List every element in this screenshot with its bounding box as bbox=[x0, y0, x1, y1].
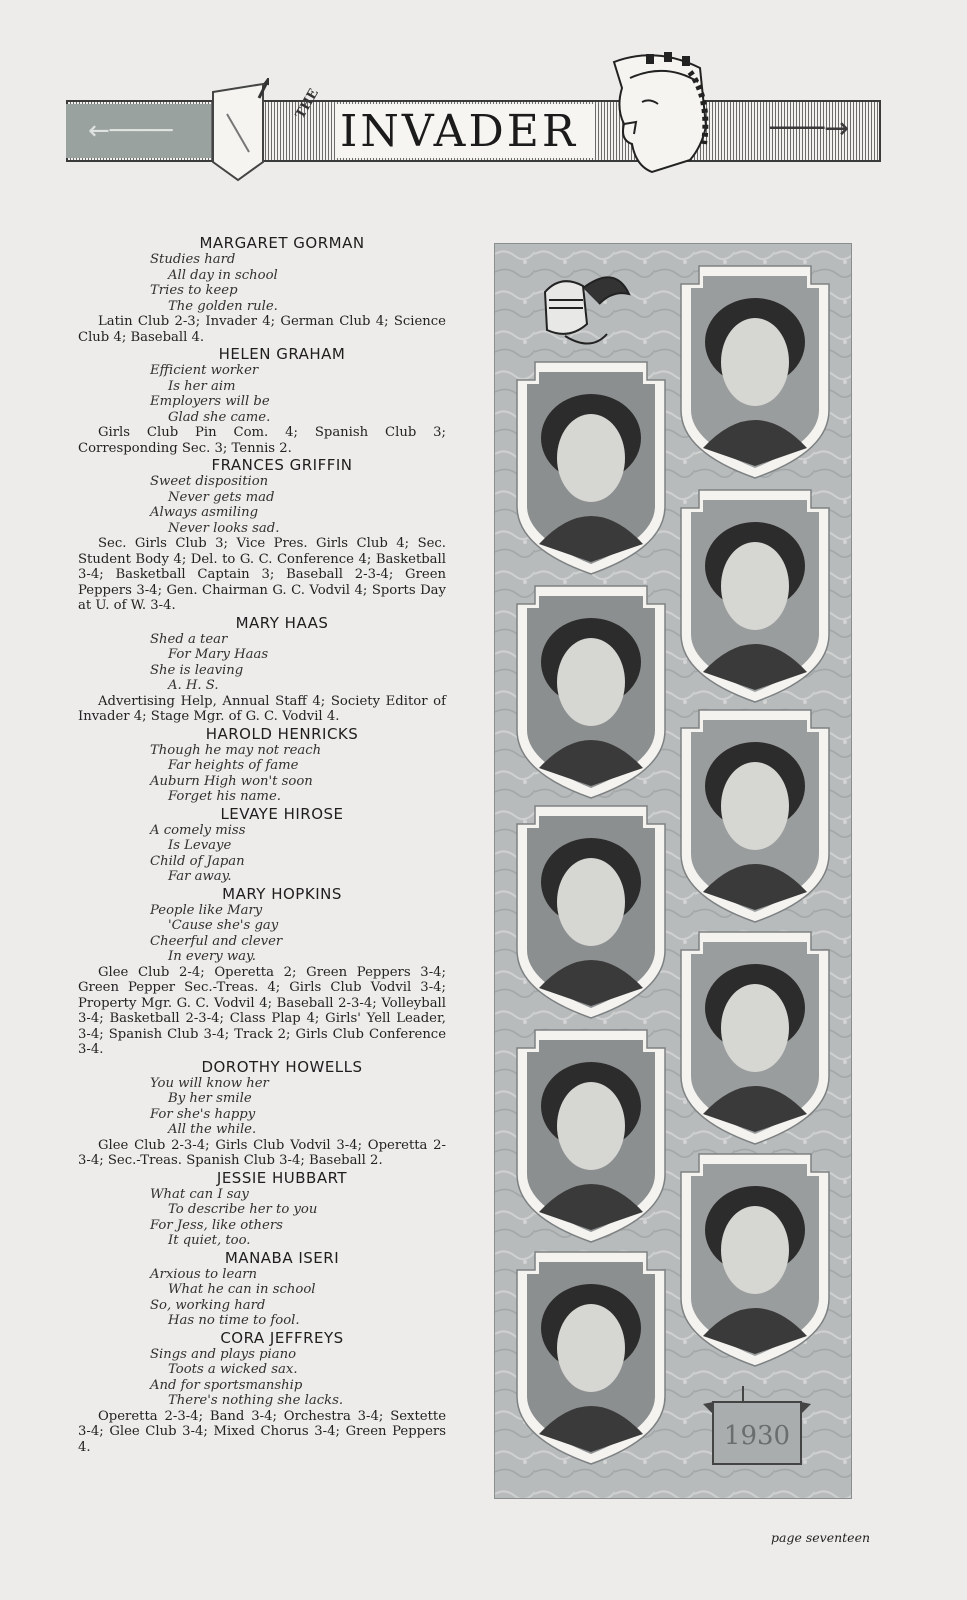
verse-line: All day in school bbox=[168, 267, 278, 283]
portrait-face bbox=[557, 638, 625, 726]
portrait-face bbox=[721, 1206, 789, 1294]
verse-line: Always asmiling bbox=[150, 505, 259, 520]
student-verse bbox=[78, 1076, 446, 1138]
student-verse bbox=[78, 1347, 446, 1409]
verse-line: You will know her bbox=[150, 1075, 269, 1091]
student-entry bbox=[78, 805, 446, 885]
student-name: HELEN GRAHAM bbox=[218, 345, 346, 363]
student-name: JESSIE HUBBART bbox=[216, 1168, 348, 1187]
student-activities: Latin Club 2-3; Invader 4; German Club 4; Science Club 4; Baseball 4. bbox=[78, 314, 446, 345]
verse-line: Shed a tear bbox=[150, 631, 228, 647]
portrait-face bbox=[557, 414, 625, 502]
verse-line: There's nothing she lacks. bbox=[168, 1393, 344, 1408]
student-entry bbox=[78, 1249, 446, 1329]
student-entry bbox=[78, 345, 446, 456]
verse-line: Studies hard bbox=[150, 252, 236, 267]
student-verse bbox=[78, 1187, 446, 1249]
verse-line: For Mary Haas bbox=[168, 647, 269, 662]
verse-line: People like Mary bbox=[150, 902, 263, 918]
verse-line: What he can in school bbox=[168, 1282, 316, 1297]
verse-line: Employers will be bbox=[150, 394, 270, 409]
verse-line: She is leaving bbox=[150, 662, 244, 678]
portrait-face bbox=[721, 542, 789, 630]
year-plaque-text: 1930 bbox=[723, 1421, 791, 1451]
verse-line: Forget his name. bbox=[168, 789, 281, 804]
verse-line: Though he may not reach bbox=[150, 742, 322, 758]
student-activities: Glee Club 2-3-4; Girls Club Vodvil 3-4; Operetta 2-3-4; Sec.-Treas. Spanish Club 3-4; Baseball 2. bbox=[78, 1137, 446, 1168]
portrait-collage bbox=[495, 244, 851, 1498]
student-entry bbox=[78, 1329, 446, 1456]
verse-line: Glad she came. bbox=[168, 409, 271, 425]
warrior-head-icon bbox=[606, 48, 716, 178]
student-activities: Operetta 2-3-4; Band 3-4; Orchestra 3-4; Sextette 3-4; Glee Club 3-4; Mixed Chorus 3-4; Green Peppers 4. bbox=[78, 1408, 446, 1455]
arrow-right-icon: ───→ bbox=[770, 111, 850, 146]
pennant-icon bbox=[207, 78, 269, 186]
verse-line: It quiet, too. bbox=[168, 1233, 251, 1248]
student-name: MANABA ISERI bbox=[224, 1248, 340, 1267]
student-name: LEVAYE HIROSE bbox=[220, 804, 344, 823]
verse-line: The golden rule. bbox=[168, 298, 278, 314]
arrow-left-icon: ←──── bbox=[88, 116, 173, 146]
verse-line: So, working hard bbox=[150, 1297, 266, 1313]
verse-line: Is her aim bbox=[168, 378, 236, 394]
verse-line: In every way. bbox=[168, 949, 256, 964]
verse-line: Arxious to learn bbox=[150, 1266, 257, 1282]
student-activities: Glee Club 2-4; Operetta 2; Green Peppers 3-4; Green Pepper Sec.-Treas. 4; Girls Club Vodvil 3-4; Property Mgr. G. C. Vodvil 4; Baseball 2-3-4; Volleyball 3-4; Basketball 2-3-4; Class Plap 4; Girls' Yell Leader, 3-4; Spanish Club 3-4; Track 2; Girls Club Conference 3-4. bbox=[78, 964, 446, 1057]
student-activities: Sec. Girls Club 3; Vice Pres. Girls Club 4; Sec. Student Body 4; Del. to G. C. Conference 4; Basketball 3-4; Basketball Captain 3; Baseball 2-3-4; Green Peppers 3-4; Gen. Chairman G. C. Vodvil 4; Sports Day at U. of W. 3-4. bbox=[78, 536, 446, 613]
portrait-face bbox=[557, 858, 625, 946]
banner-title: INVADER bbox=[340, 106, 578, 157]
bio-column bbox=[78, 234, 446, 1455]
student-entry bbox=[78, 234, 446, 345]
verse-line: What can I say bbox=[150, 1186, 249, 1202]
student-activities: Girls Club Pin Com. 4; Spanish Club 3; Corresponding Sec. 3; Tennis 2. bbox=[78, 425, 446, 456]
student-activities: Advertising Help, Annual Staff 4; Society Editor of Invader 4; Stage Mgr. of G. C. Vodvil 4. bbox=[78, 693, 446, 724]
student-name: CORA JEFFREYS bbox=[220, 1328, 344, 1347]
student-verse bbox=[78, 823, 446, 885]
student-name: MARGARET GORMAN bbox=[199, 234, 365, 252]
verse-line: A. H. S. bbox=[168, 678, 219, 693]
portrait-face bbox=[557, 1304, 625, 1392]
student-name: MARY HOPKINS bbox=[222, 884, 342, 903]
portrait-face bbox=[557, 1082, 625, 1170]
verse-line: Auburn High won't soon bbox=[150, 773, 313, 789]
student-verse bbox=[78, 474, 446, 536]
student-entry bbox=[78, 1169, 446, 1249]
student-verse bbox=[78, 903, 446, 965]
student-verse bbox=[78, 252, 446, 314]
verse-line: For Jess, like others bbox=[150, 1217, 283, 1233]
verse-line: Sweet disposition bbox=[150, 474, 269, 489]
verse-line: 'Cause she's gay bbox=[168, 918, 279, 933]
verse-line: Cheerful and clever bbox=[150, 933, 283, 949]
student-verse bbox=[78, 1267, 446, 1329]
page-number: page seventeen bbox=[771, 1530, 871, 1545]
student-verse bbox=[78, 743, 446, 805]
student-entry bbox=[78, 725, 446, 805]
student-verse bbox=[78, 363, 446, 425]
verse-line: A comely miss bbox=[150, 822, 246, 838]
verse-line: Is Levaye bbox=[168, 838, 232, 853]
verse-line: Child of Japan bbox=[150, 853, 245, 869]
student-verse bbox=[78, 632, 446, 694]
verse-line: All the while. bbox=[168, 1122, 257, 1137]
portrait-face bbox=[721, 984, 789, 1072]
banner-the-label: THE bbox=[293, 86, 322, 122]
verse-line: Toots a wicked sax. bbox=[168, 1362, 298, 1377]
student-entry bbox=[78, 1058, 446, 1169]
student-name: HAROLD HENRICKS bbox=[205, 724, 359, 743]
portrait-face bbox=[721, 762, 789, 850]
verse-line: By her smile bbox=[168, 1091, 252, 1106]
verse-line: Efficient worker bbox=[150, 363, 259, 378]
student-entry bbox=[78, 614, 446, 725]
student-name: MARY HAAS bbox=[235, 613, 329, 632]
verse-line: And for sportsmanship bbox=[150, 1377, 303, 1393]
verse-line: Sings and plays piano bbox=[150, 1346, 297, 1362]
verse-line: Has no time to fool. bbox=[168, 1313, 300, 1328]
verse-line: For she's happy bbox=[150, 1106, 256, 1122]
verse-line: Never gets mad bbox=[168, 489, 275, 505]
verse-line: Never looks sad. bbox=[168, 520, 280, 536]
student-entry bbox=[78, 885, 446, 1058]
verse-line: Far heights of fame bbox=[168, 758, 299, 773]
student-entry bbox=[78, 456, 446, 614]
verse-line: Far away. bbox=[168, 869, 232, 884]
portrait-face bbox=[721, 318, 789, 406]
verse-line: To describe her to you bbox=[168, 1202, 318, 1217]
student-name: DOROTHY HOWELLS bbox=[201, 1057, 363, 1076]
photo-panel bbox=[494, 243, 852, 1499]
verse-line: Tries to keep bbox=[150, 283, 238, 298]
student-name: FRANCES GRIFFIN bbox=[211, 456, 353, 474]
